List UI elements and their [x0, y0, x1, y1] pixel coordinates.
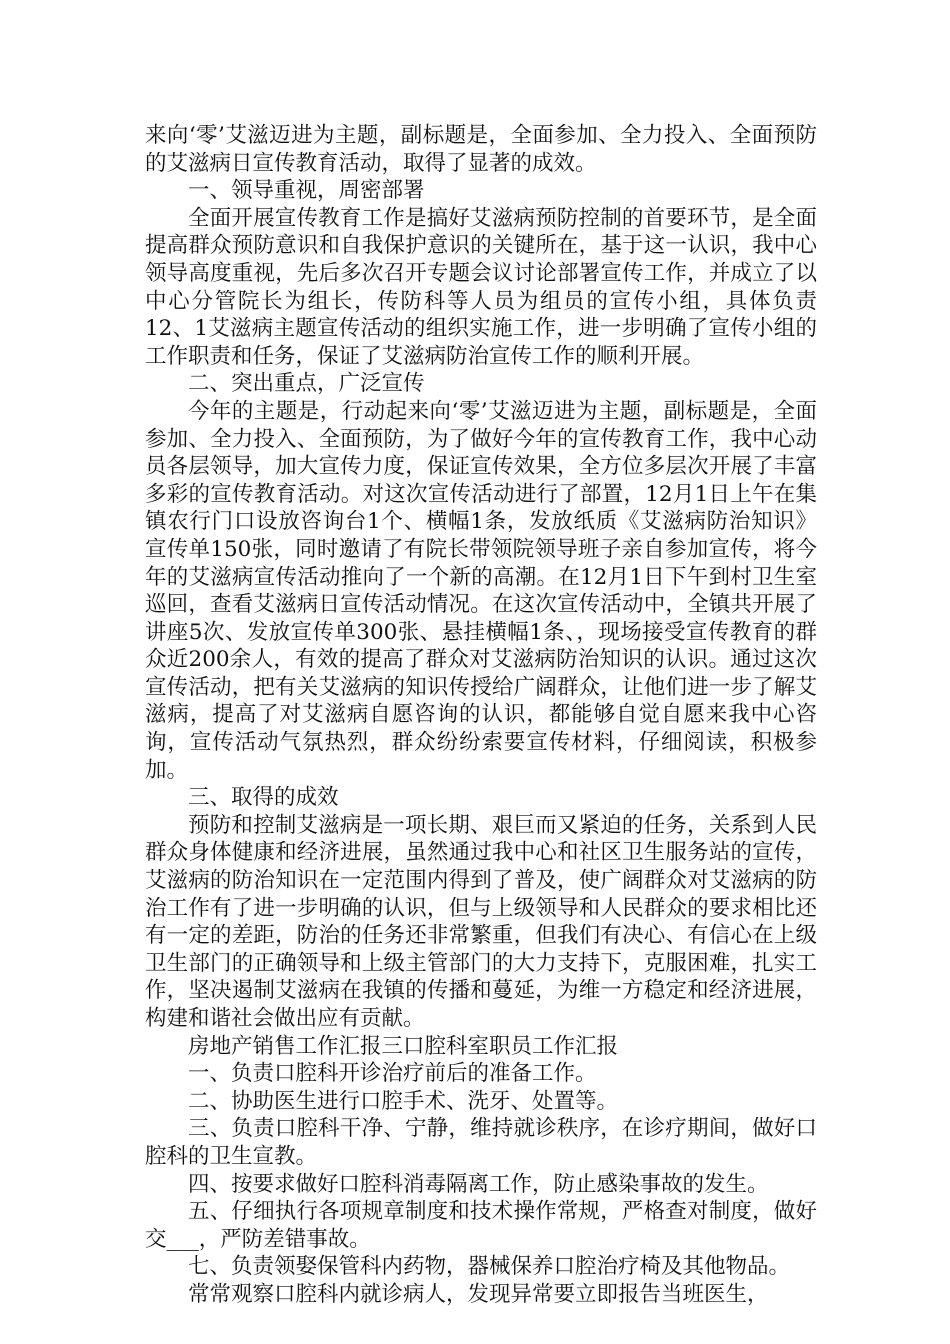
list-item: 三、负责口腔科干净、宁静，维持就诊秩序，在诊疗期间，做好口腔科的卫生宣教。 [145, 1116, 817, 1169]
heading-1: 一、领导重视，周密部署 [188, 178, 425, 204]
list-item: 四、按要求做好口腔科消毒隔离工作，防止感染事故的发生。 [188, 1171, 769, 1197]
paragraph-2: 全面开展宣传教育工作是搞好艾滋病预防控制的首要环节，是全面提高群众预防意识和自我保护意识的关键所在，基于这一认识，我中心领导高度重视，先后多次召开专题会议讨论部署宣传工作，并成立了以中心分管院长为组长，传防科等人员为组员的宣传小组，具体负责12、1艾滋病主题宣传活动的组织实施工作，进一步明确了宣传小组的工作职责和任务，保证了艾滋病防治宣传工作的顺利开展。 [145, 205, 817, 369]
paragraph-3: 今年的主题是，行动起来向‘零’艾滋迈进为主题，副标题是，全面参加、全力投入、全面预防，为了做好今年的宣传教育工作，我中心动员各层领导，加大宣传力度，保证宣传效果，全方位多层次开展了丰富多彩的宣传教育活动。对这次宣传活动进行了部置，12月1日上午在集镇农行门口设放咨询台1个、横幅1条，发放纸质《艾滋病防治知识》宣传单150张，同时邀请了有院长带领院领导班子亲自参加宣传，将今年的艾滋病宣传活动推向了一个新的高潮。在12月1日下午到村卫生室巡回，查看艾滋病日宣传活动情况。在这次宣传活动中，全镇共开展了讲座5次、发放宣传单300张、悬挂横幅1条、，现场接受宣传教育的群众近200余人，有效的提高了群众对艾滋病防治知识的认识。通过这次宣传活动，把有关艾滋病的知识传授给广阔群众，让他们进一步了解艾滋病，提高了对艾滋病自愿咨询的认识，都能够自觉自愿来我中心咨询，宣传活动气氛热烈，群众纷纷索要宣传材料，仔细阅读，积极参加。 [145, 398, 817, 783]
list-item: 一、负责口腔科开诊治疗前后的准备工作。 [188, 1061, 597, 1087]
paragraph-1: 来向‘零’艾滋迈进为主题，副标题是，全面参加、全力投入、全面预防的艾滋病日宣传教育活动，取得了显著的成效。 [145, 123, 817, 176]
section-title: 房地产销售工作汇报三口腔科室职员工作汇报 [188, 1033, 619, 1059]
paragraph-4: 预防和控制艾滋病是一项长期、艰巨而又紧迫的任务，关系到人民群众身体健康和经济进展，虽然通过我中心和社区卫生服务站的宣传，艾滋病的防治知识在一定范围内得到了普及，使广阔群众对艾滋病的防治工作有了进一步明确的认识，但与上级领导和人民群众的要求相比还有一定的差距，防治的任务还非常繁重，但我们有决心、有信心在上级卫生部门的正确领导和上级主管部门的大力支持下，克服困难，扎实工作，坚决遏制艾滋病在我镇的传播和蔓延，为维一方稳定和经济进展，构建和谐社会做出应有贡献。 [145, 812, 817, 1031]
heading-2: 二、突出重点，广泛宣传 [188, 371, 425, 397]
paragraph-5: 常常观察口腔科内就诊病人，发现异常要立即报告当班医生， [188, 1281, 769, 1307]
list-item: 七、负责领娶保管科内药物，器械保养口腔治疗椅及其他物品。 [188, 1254, 791, 1280]
document-body [145, 122, 817, 1309]
heading-3: 三、取得的成效 [188, 785, 339, 811]
list-item: 二、协助医生进行口腔手术、洗牙、处置等。 [188, 1088, 619, 1114]
list-item: 五、仔细执行各项规章制度和技术操作常规，严格查对制度，做好交___，严防差错事故。 [145, 1199, 817, 1252]
